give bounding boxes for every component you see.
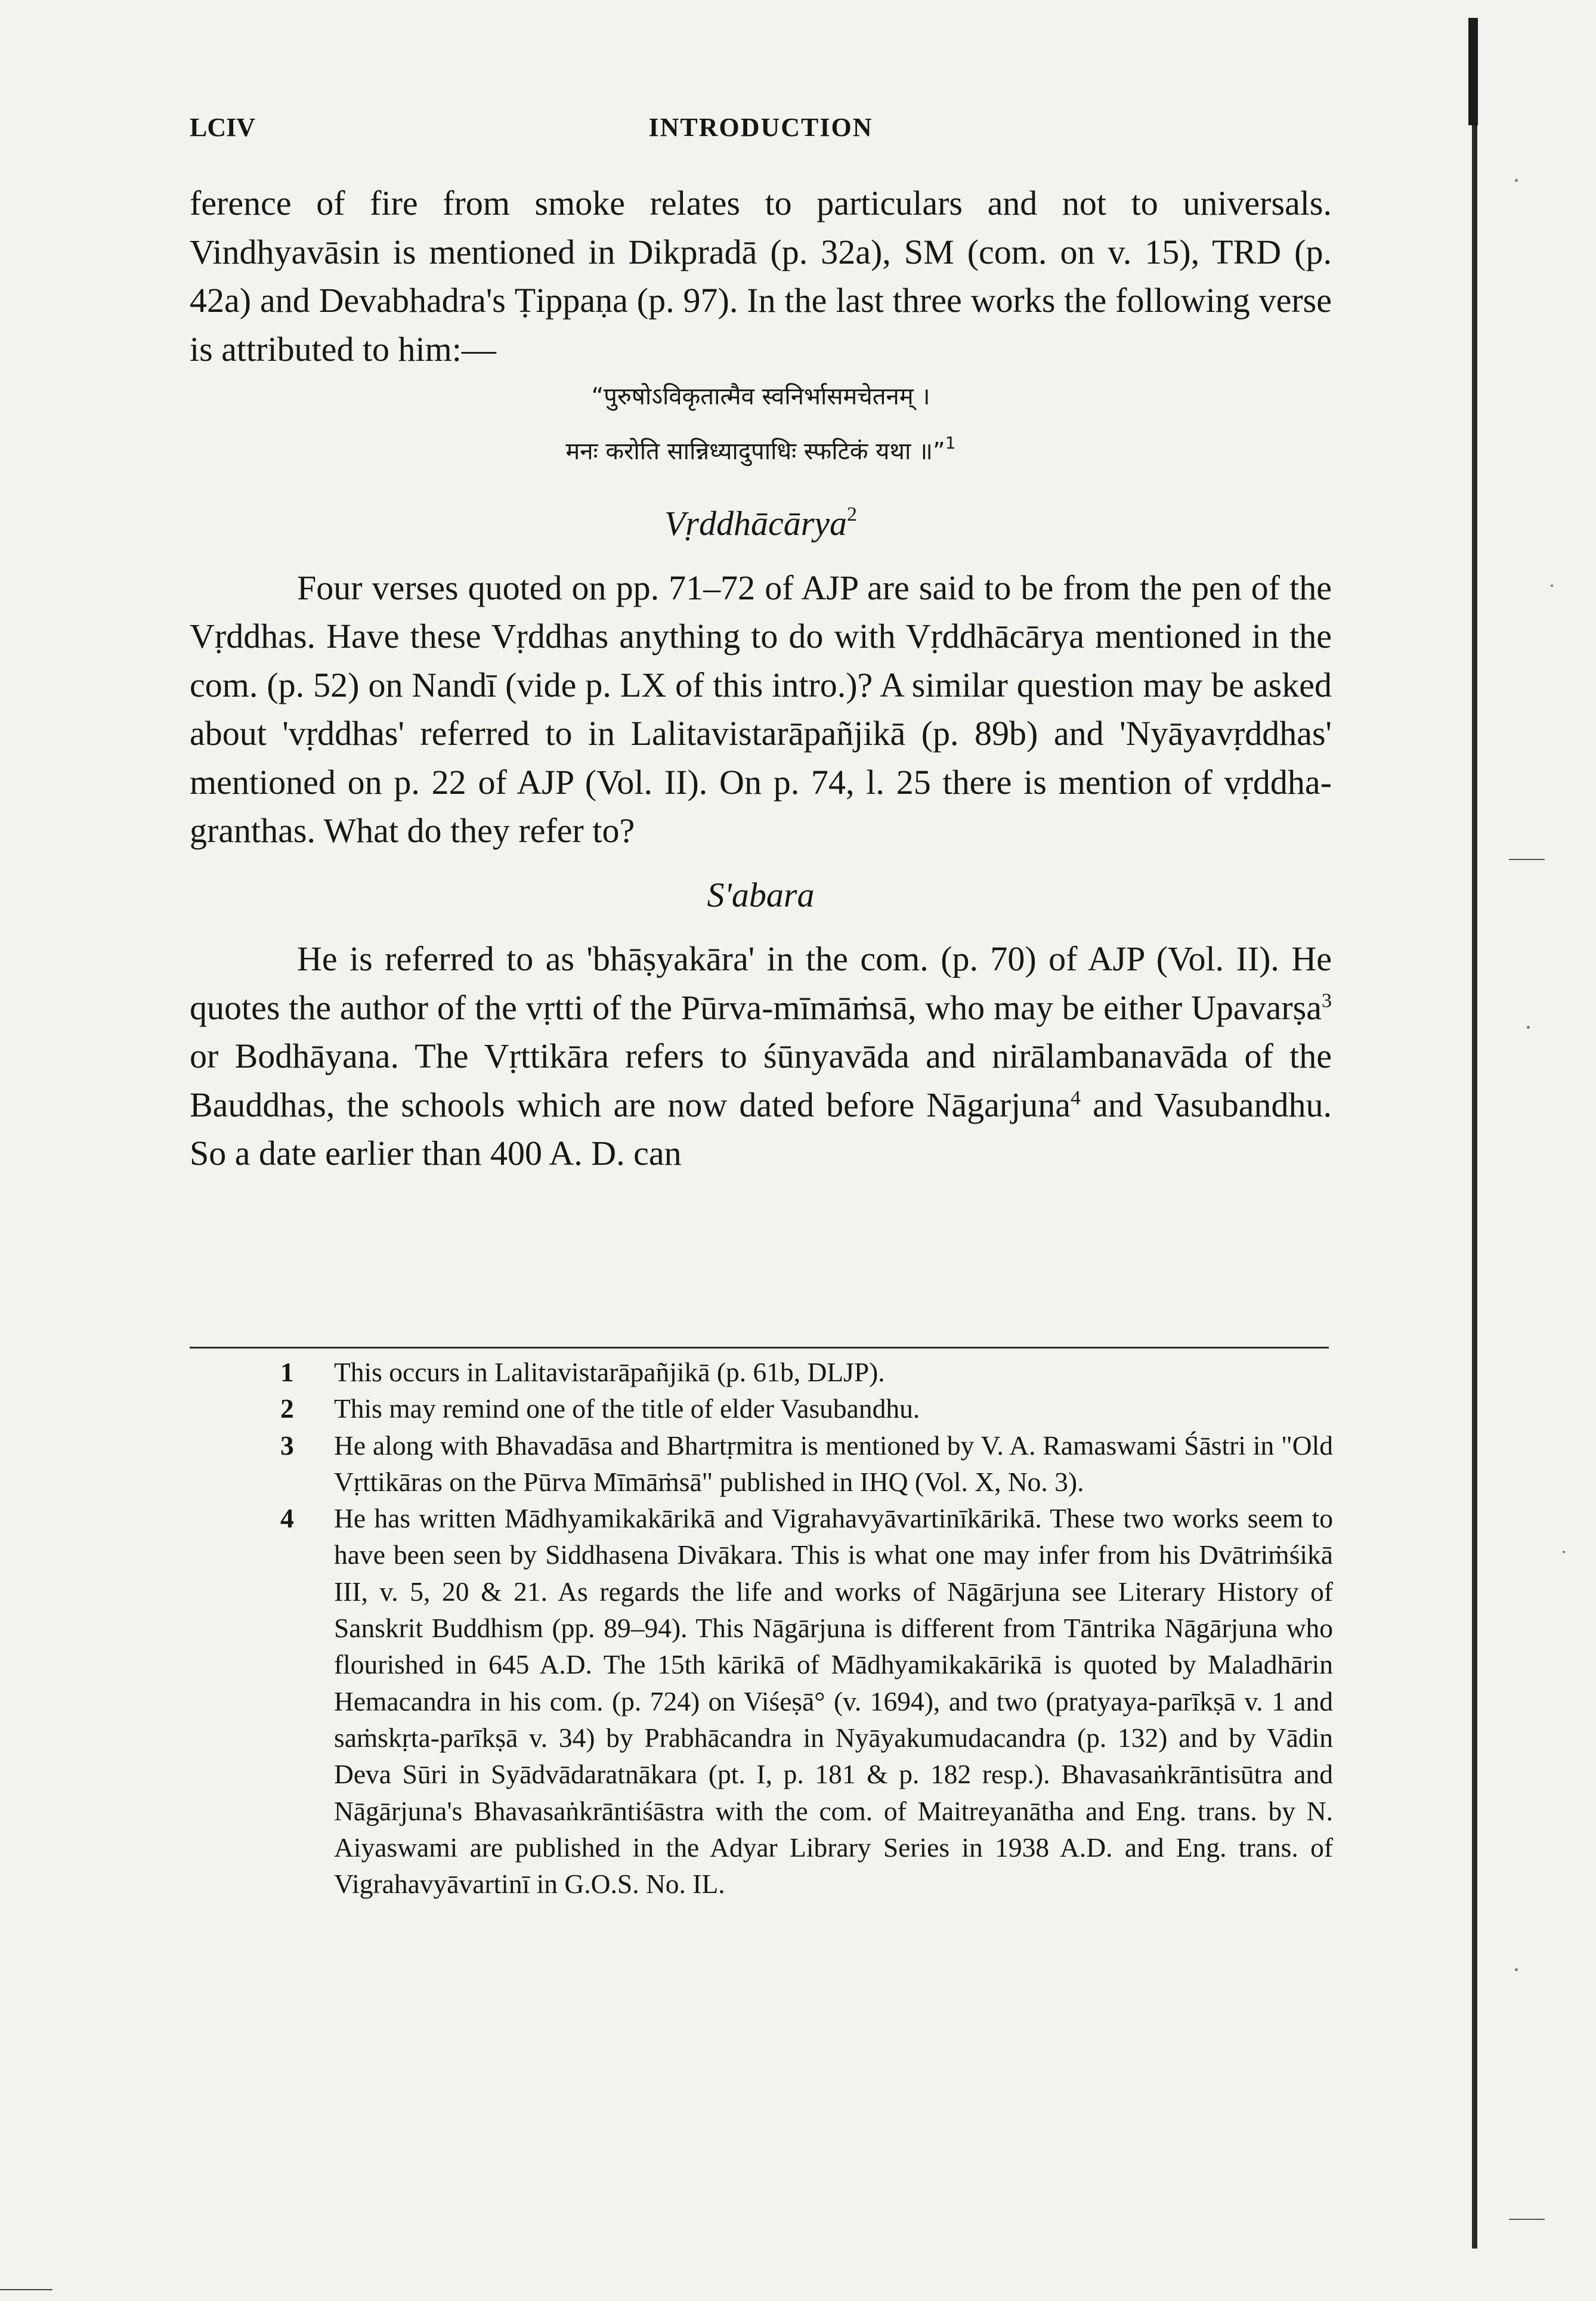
running-title: INTRODUCTION [648,113,873,142]
scan-speck [1551,584,1553,587]
footnote-number: 1 [280,1357,294,1387]
paragraph-vindhyavasin: ference of fire from smoke relates to particulars and not to universals. Vindhyavāsin is mentioned in Dikpradā (p. 32a), SM (com. on v. 15), TRD (p. 42a) and Devabhadra's Ṭippaṇa (p. 97). In the last three works the following verse is attributed to him:— [190,184,1332,369]
footnote-ref-1[interactable]: 1 [945,433,956,453]
scan-speck [1515,1968,1518,1971]
paragraph-sabara [190,935,1332,1178]
footnote-number: 4 [280,1503,294,1534]
paragraph-vrddhas: Four verses quoted on pp. 71–72 of AJP are said to be from the pen of the Vṛddhas. Have these Vṛddhas anything to do with Vṛddhācārya mentioned in the com. (p. 52) on Nandī (vide p. LX of this intro.)? A similar question may be asked about 'vṛddhas' referred to in Lalitavistarāpañjikā (p. 89b) and 'Nyāyavṛddhas' mentioned on p. 22 of AJP (Vol. II). On p. 74, l. 25 there is mention of vṛddha-granthas. What do they refer to? [190,568,1332,850]
scan-speck [1515,179,1518,182]
main-text [190,179,1332,1178]
section-heading-vrddhacarya [190,490,1332,548]
page-number: LCIV [190,113,256,142]
margin-mark [1509,859,1545,860]
scan-speck [1527,1026,1530,1029]
section-heading-sabara: S'abara [707,875,815,914]
margin-mark [1509,2219,1545,2220]
sanskrit-verse [190,373,1332,475]
footnote-text: This may remind one of the title of elder Vasubandhu. [334,1393,920,1424]
para-text-a: He is referred to as 'bhāṣyakāra' in the com. (p. 70) of AJP (Vol. II). He quotes the author of the vṛtti of the Pūrva-mīmāṁsā, who may be either Upavarṣa [190,939,1332,1027]
page-header [190,112,1332,150]
footnote-text: This occurs in Lalitavistarāpañjikā (p. 61b, DLJP). [334,1357,885,1387]
verse-line-1: “पुरुषोऽविकृतात्मैव स्वनिर्भासमचेतनम् । [591,383,930,410]
binding-edge [1472,18,1477,2249]
footnote-divider [190,1347,1329,1349]
footnote-item [262,1390,1333,1427]
verse-line-2-text: मनः करोति सान्निध्यादुपाधिः स्फटिकं यथा ॥” [565,438,945,465]
footnote-item [262,1500,1333,1902]
footnote-ref-2[interactable]: 2 [847,503,858,525]
footnote-item [262,1427,1333,1501]
footnote-text: He along with Bhavadāsa and Bhartṛmitra is mentioned by V. A. Ramaswami Śāstri in "Old Vṛttikāras on the Pūrva Mīmāṁsā" published in IHQ (Vol. X, No. 3). [334,1430,1333,1497]
footnotes [262,1354,1333,1902]
footnote-text: He has written Mādhyamikakārikā and Vigrahavyāvartinīkārikā. These two works seem to have been seen by Siddhasena Divākara. This is what one may infer from his Dvātriṁśikā III, v. 5, 20 & 21. As regards the life and works of Nāgārjuna see Literary History of Sanskrit Buddhism (pp. 89–94). This Nāgārjuna is different from Tāntrika Nāgārjuna who flourished in 645 A.D. The 15th kārikā of Mādhyamikakārikā is quoted by Maladhārin Hemacandra in his com. (p. 724) on Viśeṣā° (v. 1694), and two (pratyaya-parīkṣā v. 1 and saṁskṛta-parīkṣā v. 34) by Prabhācandra in Nyāyakumudacandra (p. 132) and by Vādin Deva Sūri in Syādvādaratnākara (pt. I, p. 181 & p. 182 resp.). Bhavasaṅkrāntisūtra and Nāgārjuna's Bhavasaṅkrāntiśāstra with the com. of Maitreyanātha and Eng. trans. by N. Aiyaswami are published in the Adyar Library Series in 1938 A.D. and Eng. trans. of Vigrahavyāvartinī in G.O.S. No. IL. [334,1503,1333,1900]
heading-text: Vṛddhācārya [664,504,848,543]
scan-speck [1563,1551,1565,1553]
footnote-number: 2 [280,1393,294,1424]
scan-edge-mark [0,2289,52,2290]
footnote-ref-4[interactable]: 4 [1070,1087,1081,1109]
footnote-item [262,1354,1333,1390]
footnote-ref-3[interactable]: 3 [1322,989,1332,1012]
footnote-number: 3 [280,1430,294,1461]
verse-line-2 [190,420,1332,475]
para-text-c: and Vasubandhu. So a date earlier than 400 A. D. can [190,1085,1332,1173]
binding-edge-shadow [1468,18,1478,125]
para-text-b: or Bodhāyana. The Vṛttikāra refers to śūnyavāda and nirālambanavāda of the Bauddhas, the schools which are now dated before Nāgarjuna [190,1037,1332,1124]
